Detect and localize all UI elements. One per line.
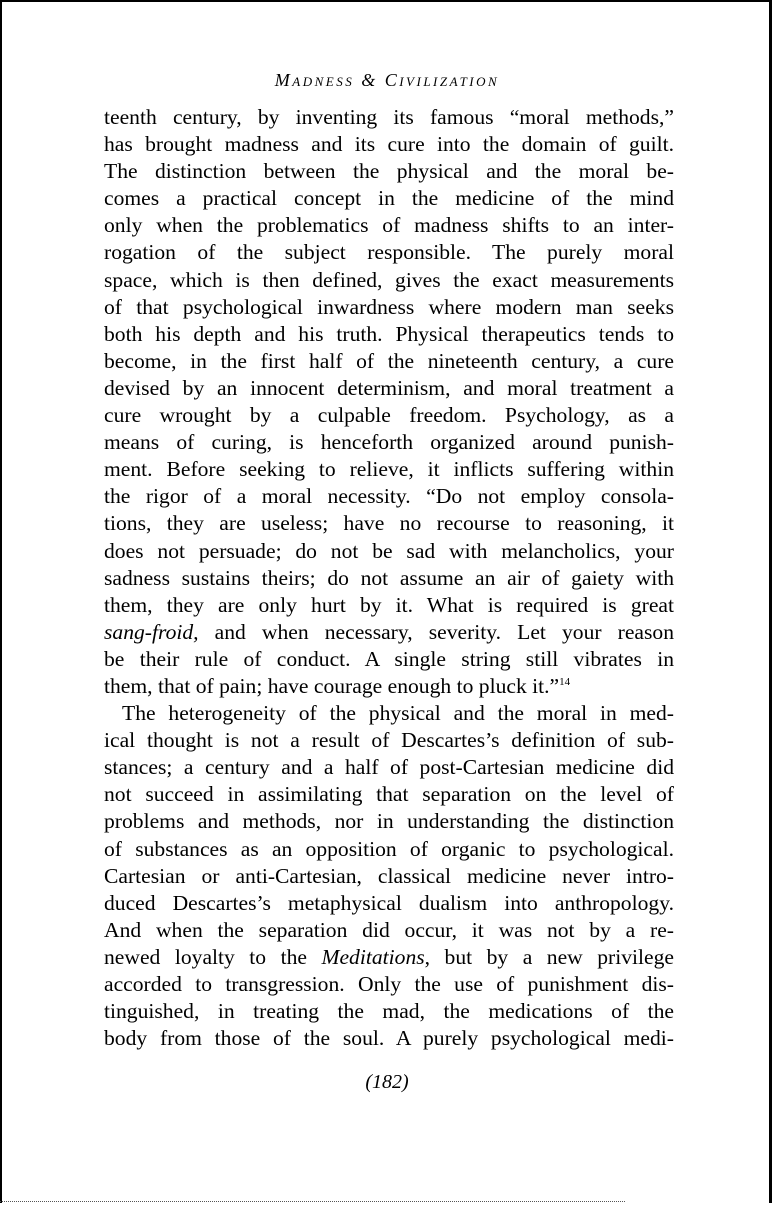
text-line: not succeed in assimilating that separation on the level of [104,782,674,807]
text-line: ment. Before seeking to relieve, it inflicts suffering within [104,457,674,482]
text-line: only when the problematics of madness shifts to an inter- [104,213,674,238]
text-line: them, they are only hurt by it. What is required is great [104,592,674,617]
text-line: space, which is then defined, gives the exact measurements [104,267,674,292]
text-line: tinguished, in treating the mad, the medications of the [104,999,674,1024]
sang-froid-italic: sang-froid, [104,619,199,644]
text-line: problems and methods, nor in understanding the distinction [104,809,674,834]
page-number: (182) [365,1071,409,1093]
text-line: sadness sustains theirs; do not assume an air of gaiety with [104,565,674,590]
text-line: teenth century, by inventing its famous “moral methods,” [104,105,674,129]
text-line: become, in the first half of the nineteenth century, a cure [104,348,674,373]
text-line: the rigor of a moral necessity. “Do not employ consola- [104,484,674,509]
text-line: cure wrought by a culpable freedom. Psychology, as a [104,403,674,428]
text-line-rest: and when necessary, severity. Let your reason [214,619,674,644]
running-head: Madness & Civilization [274,70,500,90]
text-line-start: newed loyalty to the [104,944,307,969]
text-line-rest: , but by a new privilege [424,944,675,969]
text-line: body from those of the soul. A purely psychological medi- [104,1026,674,1051]
text-line: accorded to transgression. Only the use of punishment dis- [104,972,674,996]
text-line-quote-end: them, that of pain; have courage enough to pluck it.” [104,673,560,698]
text-line: comes a practical concept in the medicine of the mind [104,186,674,211]
text-line: stances; a century and a half of post-Cartesian medicine did [104,755,674,780]
text-line: has brought madness and its cure into the domain of guilt. [104,132,674,157]
text-line: duced Descartes’s metaphysical dualism into anthropology. [104,890,674,915]
text-line: devised by an innocent determinism, and moral treatment a [104,375,674,400]
text-line: be their rule of conduct. A single string still vibrates in [104,646,674,671]
text-line: Cartesian or anti-Cartesian, classical medicine never intro- [104,863,674,888]
text-line: tions, they are useless; have no recourse to reasoning, it [104,511,674,536]
text-line: of substances as an opposition of organic to psychological. [104,836,674,861]
text-line-end-quote [104,673,674,700]
footnote-ref: 14 [559,675,571,688]
meditations-italic: Meditations [321,944,425,969]
text-line: ical thought is not a result of Descartes’s definition of sub- [104,728,674,753]
text-line: does not persuade; do not be sad with melancholics, your [104,538,674,563]
text-line: rogation of the subject responsible. The purely moral [104,240,674,265]
text-line-meditations [104,944,674,971]
text-line: And when the separation did occur, it was not by a re- [104,917,674,942]
text-line: means of curing, is henceforth organized around punish- [104,430,674,455]
page-bottom-edge [0,1201,625,1202]
text-line-sang-froid [104,619,674,646]
text-line: of that psychological inwardness where modern man seeks [104,294,674,319]
text-line: The distinction between the physical and the moral be- [104,159,674,184]
paragraph-start: The heterogeneity of the physical and the moral in med- [122,701,674,726]
text-line: both his depth and his truth. Physical therapeutics tends to [104,321,674,346]
body-text [104,104,674,1052]
